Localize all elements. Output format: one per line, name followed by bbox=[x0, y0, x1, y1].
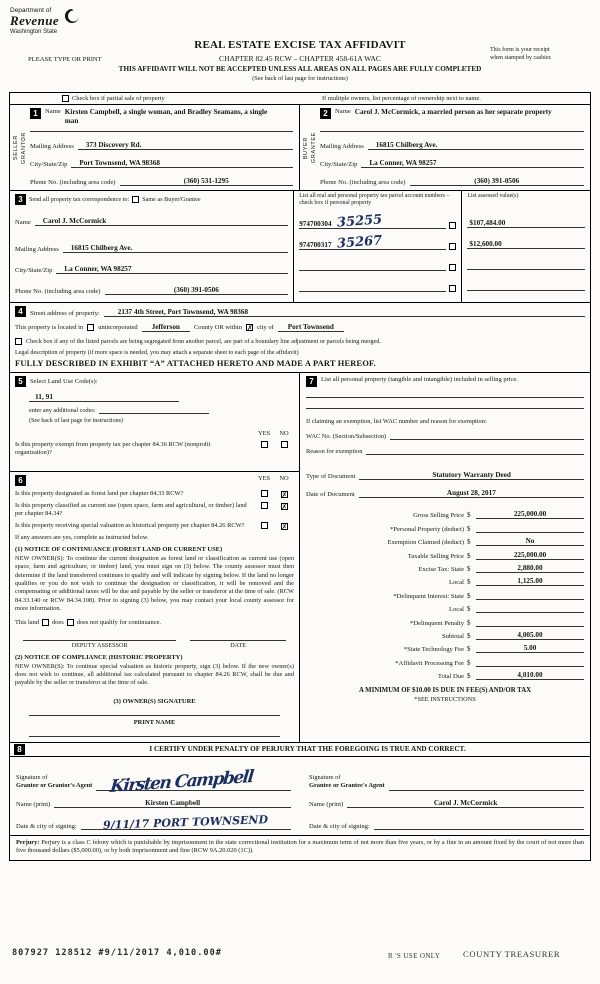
grantee-date-city-label: Date & city of signing: bbox=[309, 822, 370, 830]
minimum-due-note: A MINIMUM OF $10.00 IS DUE IN FEE(S) AND/OR TAX bbox=[358, 687, 532, 695]
same-as-buyer-checkbox[interactable] bbox=[132, 196, 139, 203]
section-1-number: 1 bbox=[30, 108, 41, 119]
grantor-name-print-value[interactable]: Kirsten Campbell bbox=[54, 799, 291, 808]
legal-description-value[interactable]: FULLY DESCRIBED IN EXHIBIT “A” ATTACHED HERETO AND MADE A PART HEREOF. bbox=[15, 359, 376, 368]
this-land-label: This land bbox=[15, 618, 39, 626]
buyer-csz-value[interactable]: La Conner, WA 98257 bbox=[361, 159, 584, 168]
assessed-value-row bbox=[467, 207, 585, 228]
seller-mailing-value[interactable]: 373 Discovery Rd. bbox=[78, 141, 293, 150]
perjury-text: Perjury is a class C felony which is punishable by imprisonment in the state correctional institution for a maximum term of not more than five years, or by a fine in an amount fixed by the court of not more than five thousand dollars ($5,000.00), or by both imprisonment and fine (RCW 9A.20.020 (1C)). bbox=[16, 838, 584, 855]
additional-codes-value[interactable] bbox=[99, 413, 209, 414]
parcel-number[interactable]: 974700317 bbox=[299, 240, 332, 249]
segregated-label: Check box if any of the listed parcels are being segregated from another parcel, are part of a boundary line adjustment or parcels being merged. bbox=[26, 338, 381, 345]
wac-number-label: WAC No. (Section/Subsection) bbox=[306, 433, 387, 440]
county-treasurer-label: COUNTY TREASURER bbox=[463, 949, 561, 959]
see-back-label: (See back of last page for instructions) bbox=[252, 75, 348, 82]
receipt-note-line1: This form is your receipt bbox=[490, 47, 550, 53]
correspondence-phone-value[interactable]: (360) 391-0506 bbox=[105, 286, 289, 295]
personal-property-label: List all personal property (tangible and intangible) included in selling price. bbox=[321, 376, 518, 383]
revenue-label: Revenue bbox=[10, 13, 60, 28]
seller-phone-label: Phone No. (including area code) bbox=[30, 179, 116, 186]
personal-property-checkbox[interactable] bbox=[449, 285, 456, 292]
section-5-number: 5 bbox=[15, 376, 26, 387]
fee-row: *Affidavit Processing Fee $ bbox=[306, 653, 584, 666]
washington-state-label: Washington State bbox=[10, 29, 58, 35]
middle-columns bbox=[10, 373, 590, 743]
parcel-numbers-header: List all real and personal property tax parcel account numbers – check box if personal property bbox=[299, 193, 450, 207]
exemption-claim-label: If claiming an exemption, list WAC number and reason for exemption: bbox=[306, 418, 487, 425]
fee-row: *Delinquent Interest: State $ bbox=[306, 586, 584, 599]
seller-mailing-label: Mailing Address bbox=[30, 143, 74, 150]
does-not-label: does not qualify for continuance. bbox=[76, 618, 161, 626]
designation-section bbox=[10, 472, 299, 742]
parcel-row bbox=[299, 271, 456, 292]
correspondence-phone-label: Phone No. (including area code) bbox=[15, 288, 101, 295]
delinquent-penalty-value[interactable] bbox=[476, 626, 584, 627]
dept-of-label: Department of bbox=[10, 7, 52, 14]
total-due-value[interactable]: 4,010.00 bbox=[476, 671, 584, 680]
located-in-label: This property is located in bbox=[15, 324, 84, 331]
forest-yes-checkbox[interactable] bbox=[261, 490, 268, 497]
fee-row: Excise Tax: State $ 2,880.00 bbox=[306, 560, 584, 573]
yes-no-header: YES NO bbox=[257, 430, 289, 437]
form-title: REAL ESTATE EXCISE TAX AFFIDAVIT bbox=[194, 39, 406, 51]
buyer-name-label: Name bbox=[335, 108, 351, 115]
current-use-no-checkbox[interactable]: ✗ bbox=[281, 503, 288, 511]
land-use-select-label: Select Land Use Code(s): bbox=[30, 378, 98, 385]
grantee-name-print-label: Name (print) bbox=[309, 800, 344, 808]
seller-csz-label: City/State/Zip bbox=[30, 161, 68, 168]
deputy-date-line[interactable] bbox=[190, 640, 286, 641]
taxable-selling-price-value[interactable]: 225,000.00 bbox=[476, 551, 584, 560]
cashier-stamp: 807927 128512 #9/11/2017 4,010.00# bbox=[12, 948, 222, 958]
current-use-question: Is this property classified as current use (open space, farm and agricultural, or timber) land per chapter 84.34? bbox=[15, 502, 247, 517]
delinquent-interest-state-value[interactable] bbox=[476, 599, 584, 600]
correspondence-name-label: Name bbox=[15, 219, 31, 226]
buyer-phone-value[interactable]: (360) 391-0506 bbox=[410, 177, 584, 186]
parties-section bbox=[10, 105, 590, 191]
assessed-value-row bbox=[467, 249, 585, 270]
notice-compliance-body: NEW OWNER(S): To continue special valuation as historic property, sign (3) below. If the new owner(s) does not wish to continue, all additional tax calculated pursuant to chapter 84.26 RCW, shall be due and payable by the seller or transferor at the time of sale. bbox=[15, 662, 294, 687]
personal-property-checkbox[interactable] bbox=[449, 222, 456, 229]
grantor-signature-label-1: Signature of bbox=[16, 773, 48, 781]
receipt-note bbox=[490, 46, 588, 62]
personal-property-blank-line[interactable] bbox=[306, 398, 584, 409]
county-name-value[interactable]: Jefferson bbox=[142, 323, 190, 332]
assessed-value[interactable] bbox=[467, 290, 585, 291]
personal-property-checkbox[interactable] bbox=[449, 264, 456, 271]
owner-signature-line[interactable] bbox=[29, 715, 280, 716]
current-use-yes-checkbox[interactable] bbox=[261, 502, 268, 509]
exemption-reason-value[interactable] bbox=[366, 454, 584, 455]
assessed-value-row bbox=[467, 228, 585, 249]
subtotal-value[interactable]: 4,005.00 bbox=[476, 631, 584, 640]
grantor-signature-line[interactable] bbox=[96, 763, 291, 797]
buyer-csz-label: City/State/Zip bbox=[320, 161, 358, 168]
correspondence-csz-value[interactable]: La Conner, WA 98257 bbox=[56, 265, 288, 274]
please-type-label: PLEASE TYPE OR PRINT bbox=[28, 56, 102, 63]
fee-row: *State Technology Fee $ 5.00 bbox=[306, 640, 584, 653]
grantee-name-print-value[interactable]: Carol J. McCormick bbox=[347, 799, 584, 808]
fee-row: Local $ 1,125.00 bbox=[306, 573, 584, 586]
buyer-section bbox=[300, 105, 590, 190]
section-3-number: 3 bbox=[15, 194, 26, 205]
buyer-mailing-value[interactable]: 16815 Chilberg Ave. bbox=[368, 141, 584, 150]
correspondence-csz-label: City/State/Zip bbox=[15, 267, 53, 274]
warning-label: THIS AFFIDAVIT WILL NOT BE ACCEPTED UNLESS ALL AREAS ON ALL PAGES ARE FULLY COMPLETED bbox=[118, 65, 482, 73]
dor-logo bbox=[10, 7, 82, 35]
print-name-label: PRINT NAME bbox=[133, 718, 176, 726]
delinquent-interest-local-value[interactable] bbox=[476, 612, 584, 613]
signatures-section bbox=[10, 757, 590, 836]
partial-sale-checkbox[interactable] bbox=[62, 95, 69, 102]
does-qualify-checkbox[interactable] bbox=[42, 619, 49, 626]
property-location-section bbox=[10, 303, 590, 373]
forest-land-question: Is this property designated as forest land per chapter 84.33 RCW? bbox=[15, 490, 184, 497]
section-6-number: 6 bbox=[15, 475, 26, 486]
fee-row: Subtotal $ 4,005.00 bbox=[306, 627, 584, 640]
parcel-handwritten-number: 35255 bbox=[336, 212, 383, 231]
does-not-qualify-checkbox[interactable] bbox=[67, 619, 74, 626]
forest-no-checkbox[interactable]: ✗ bbox=[281, 491, 288, 499]
wac-number-value[interactable] bbox=[390, 439, 584, 440]
treasurer-use-only-label: R 'S USE ONLY bbox=[388, 952, 441, 960]
fee-row: Taxable Selling Price $ 225,000.00 bbox=[306, 546, 584, 559]
chapter-label: CHAPTER 82.45 RCW – CHAPTER 458-61A WAC bbox=[219, 54, 381, 63]
historic-no-checkbox[interactable]: ✗ bbox=[281, 523, 288, 531]
land-use-section bbox=[10, 373, 299, 472]
assessed-values-header: List assessed value(s) bbox=[467, 193, 519, 199]
grantor-name-print-label: Name (print) bbox=[16, 800, 51, 808]
correspondence-mailing-label: Mailing Address bbox=[15, 246, 59, 253]
multiple-owners-note: If multiple owners, list percentage of ownership next to name. bbox=[322, 95, 481, 102]
assessed-value[interactable] bbox=[467, 269, 585, 270]
grantee-signature-label-1: Signature of bbox=[309, 773, 341, 781]
personal-property-deduct-value[interactable] bbox=[476, 532, 584, 533]
same-as-buyer-label: Same as Buyer/Grantee bbox=[142, 196, 201, 203]
assessed-value[interactable]: $107,484.00 bbox=[467, 219, 585, 228]
unincorporated-checkbox[interactable] bbox=[87, 324, 94, 331]
does-label: does bbox=[51, 618, 64, 626]
print-name-line[interactable] bbox=[29, 736, 280, 737]
city-of-label: city of bbox=[256, 324, 274, 331]
document-date-value[interactable]: August 28, 2017 bbox=[359, 489, 584, 498]
personal-property-blank-line[interactable] bbox=[306, 387, 584, 398]
seller-name-value[interactable]: Kirsten Campbell, a single woman, and Bradley Seamans, a single man bbox=[64, 108, 268, 125]
grantor-date-city-value[interactable]: 9/11/17 PORT TOWNSEND bbox=[81, 816, 291, 830]
local-excise-tax-value[interactable]: 1,125.00 bbox=[476, 577, 584, 586]
gross-selling-price-value[interactable]: 225,000.00 bbox=[476, 510, 584, 519]
state-technology-fee-value[interactable]: 5.00 bbox=[476, 644, 584, 653]
exempt-yes-checkbox[interactable] bbox=[261, 441, 268, 448]
if-yes-note: If any answers are yes, complete as instructed below. bbox=[15, 534, 149, 541]
exemption-claimed-value[interactable]: No bbox=[476, 537, 584, 546]
notice-compliance-title: (2) NOTICE OF COMPLIANCE (HISTORIC PROPERTY) bbox=[15, 653, 183, 661]
deputy-assessor-signature-line[interactable] bbox=[23, 640, 176, 641]
seller-csz-value[interactable]: Port Townsend, WA 98368 bbox=[71, 159, 293, 168]
perjury-label: Perjury: bbox=[16, 838, 40, 846]
form-header bbox=[0, 0, 600, 90]
personal-property-checkbox[interactable] bbox=[449, 243, 456, 250]
assessed-value[interactable]: $12,600.00 bbox=[467, 240, 585, 249]
grantor-signature-label-2: Grantor or Grantor's Agent bbox=[16, 782, 93, 790]
fee-row: *Delinquent Penalty $ bbox=[306, 613, 584, 626]
excise-tax-computation bbox=[306, 506, 584, 680]
unincorporated-label: unincorporated bbox=[98, 324, 138, 331]
parcel-number[interactable]: 974700304 bbox=[299, 219, 332, 228]
parcel-row bbox=[299, 250, 456, 271]
correspondence-mailing-value[interactable]: 16815 Chilberg Ave. bbox=[63, 244, 288, 253]
correspondence-name-value[interactable]: Carol J. McCormick bbox=[35, 217, 288, 226]
owner-signature-label: (3) OWNER(S) SIGNATURE bbox=[113, 697, 196, 705]
perjury-notice bbox=[10, 836, 590, 860]
parcel-handwritten-number: 35267 bbox=[336, 233, 383, 252]
document-type-value[interactable]: Statutory Warranty Deed bbox=[359, 471, 584, 480]
fee-row: Total Due $ 4,010.00 bbox=[306, 667, 584, 680]
affidavit-processing-fee-value[interactable] bbox=[476, 666, 584, 667]
parcel-row bbox=[299, 208, 456, 229]
segregated-checkbox[interactable] bbox=[15, 338, 22, 345]
certification-header bbox=[10, 743, 590, 757]
buyer-phone-label: Phone No. (including area code) bbox=[320, 179, 406, 186]
partial-sale-label: Check box if partial sale of property bbox=[72, 95, 165, 102]
buyer-name-value[interactable]: Carol J. McCormick, a married person as her separate property bbox=[354, 108, 552, 116]
document-date-label: Date of Document bbox=[306, 491, 355, 498]
form-body bbox=[9, 92, 591, 861]
fee-row: Gross Selling Price $ 225,000.00 bbox=[306, 506, 584, 519]
seller-side-label: SELLER GRANTOR bbox=[13, 131, 27, 165]
exempt-question-label: Is this property exempt from property tax per chapter 84.36 RCW (nonprofit organization)? bbox=[15, 441, 211, 456]
exempt-no-checkbox[interactable] bbox=[281, 441, 288, 448]
land-use-codes-value[interactable]: 11, 91 bbox=[29, 392, 179, 402]
buyer-mailing-label: Mailing Address bbox=[320, 143, 364, 150]
certify-statement: I CERTIFY UNDER PENALTY OF PERJURY THAT THE FOREGOING IS TRUE AND CORRECT. bbox=[149, 745, 466, 754]
receipt-note-line2: when stamped by cashier. bbox=[490, 55, 552, 62]
section-4-number: 4 bbox=[15, 306, 26, 317]
fee-row: Local $ bbox=[306, 600, 584, 613]
send-correspondence-label: Send all property tax correspondence to: bbox=[29, 196, 130, 203]
legal-description-label: Legal description of property (if more space is needed, you may attach a separate sheet to each page of the affidavit) bbox=[15, 350, 299, 356]
exemption-reason-label: Reason for exemption bbox=[306, 448, 363, 455]
buyer-side-label: BUYER GRANTEE bbox=[303, 132, 317, 164]
document-type-label: Type of Document bbox=[306, 473, 356, 480]
grantor-date-city-label: Date & city of signing: bbox=[16, 822, 77, 830]
historic-yes-checkbox[interactable] bbox=[261, 522, 268, 529]
fee-row: Exemption Claimed (deduct) $ No bbox=[306, 533, 584, 546]
date-label: DATE bbox=[230, 641, 247, 649]
historic-property-question: Is this property receiving special valuation as historical property per chapter 84.26 RCW? bbox=[15, 522, 245, 529]
see-instructions-note: *SEE INSTRUCTIONS bbox=[414, 696, 476, 704]
section-8-number: 8 bbox=[14, 744, 25, 755]
grantee-signature-label-2: Grantee or Grantee's Agent bbox=[309, 782, 385, 790]
grantee-signature-line[interactable] bbox=[389, 763, 584, 791]
fee-row: *Personal Property (deduct) $ bbox=[306, 519, 584, 532]
additional-codes-label: enter any additional codes: bbox=[29, 407, 96, 414]
yes-no-header: YES NO bbox=[257, 475, 289, 482]
deputy-assessor-label: DEPUTY ASSESSOR bbox=[71, 641, 128, 649]
logo-swoosh-icon bbox=[62, 7, 82, 25]
street-address-label: Street address of property: bbox=[30, 310, 100, 317]
parcel-row bbox=[299, 229, 456, 250]
city-name-value[interactable]: Port Townsend bbox=[278, 323, 344, 332]
grantor-signature-handwriting: Kirsten Campbell bbox=[109, 766, 254, 797]
seller-phone-value[interactable]: (360) 531-1295 bbox=[120, 177, 293, 186]
grantee-date-city-value[interactable] bbox=[374, 829, 584, 830]
section-7-number: 7 bbox=[306, 376, 317, 387]
county-or-label: County OR within bbox=[193, 324, 242, 331]
street-address-value[interactable]: 2137 4th Street, Port Townsend, WA 98368 bbox=[104, 308, 585, 317]
section-2-number: 2 bbox=[320, 108, 331, 119]
assessed-value-row bbox=[467, 270, 585, 291]
state-excise-tax-value[interactable]: 2,880.00 bbox=[476, 564, 584, 573]
city-checkbox[interactable]: ✗ bbox=[246, 324, 253, 332]
tax-correspondence-section bbox=[10, 191, 590, 303]
notice-continuance-body: NEW OWNER(S): To continue the current designation as forest land or classification as current use (open space, farm and agriculture, or timber) land, you must sign on (3) below. The county assessor must then determine if the land transferred continues to qualify and will indicate by signing below. If the land no longer qualifies or you do not wish to continue the designation or classification, it will be removed and the compensating or additional taxes will be due and payable by the seller or transferor at the time of sale. (RCW 84.33.140 or RCW 84.34.108). Prior to signing (3) below, you may contact your local county assessor for more information. bbox=[15, 555, 294, 613]
seller-name-label: Name bbox=[45, 108, 61, 115]
sale-details-section bbox=[300, 373, 590, 742]
partial-sale-row bbox=[10, 93, 590, 105]
land-use-see-back-label: (See back of last page for instructions) bbox=[29, 418, 124, 424]
seller-section bbox=[10, 105, 300, 190]
notice-continuance-title: (1) NOTICE OF CONTINUANCE (FOREST LAND OR CURRENT USE) bbox=[15, 546, 223, 553]
